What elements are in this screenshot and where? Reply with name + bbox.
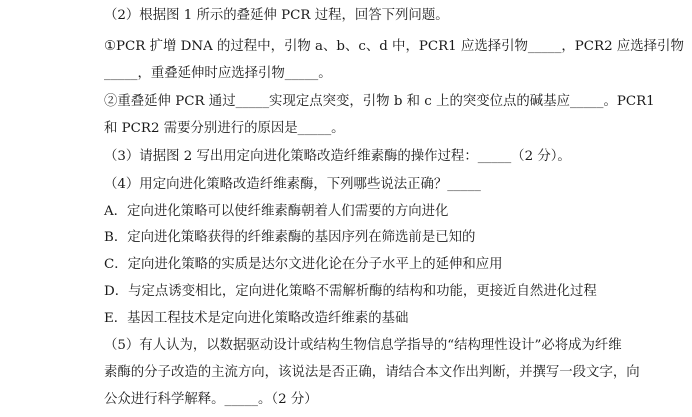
question-2-part-2-line-1: ②重叠延伸 PCR 通过_____实现定点突变，引物 b 和 c 上的突变位点的碱基应_____。PCR1 (104, 94, 655, 109)
question-5-line-2: 素酶的分子改造的主流方向，该说法是否正确，请结合本文作出判断，并撰写一段文字，向 (104, 365, 640, 380)
question-3: （3）请据图 2 写出用定向进化策略改造纤维素酶的操作过程：_____（2 分）。 (104, 149, 571, 164)
question-4: （4）用定向进化策略改造纤维素酶，下列哪些说法正确？_____ (104, 177, 481, 192)
question-2-part-1-line-2: _____，重叠延伸时应选择引物_____。 (104, 66, 332, 81)
question-5-line-1: （5）有人认为，以数据驱动设计或结构生物信息学指导的“结构理性设计”必将成为纤维 (104, 338, 622, 353)
option-d: D．与定点诱变相比，定向进化策略不需解析酶的结构和功能，更接近自然进化过程 (104, 284, 597, 299)
question-5-line-3: 公众进行科学解释。_____。（2 分） (104, 392, 318, 407)
option-e: E．基因工程技术是定向进化策略改造纤维素的基础 (104, 311, 409, 326)
question-2-part-2-line-2: 和 PCR2 需要分别进行的原因是_____。 (104, 121, 345, 136)
option-c: C．定向进化策略的实质是达尔文进化论在分子水平上的延伸和应用 (104, 257, 503, 272)
question-2-part-1-line-1: ①PCR 扩增 DNA 的过程中，引物 a、b、c、d 中，PCR1 应选择引物_____，PCR2 应选择引物 (104, 39, 684, 54)
question-2-heading: （2）根据图 1 所示的叠延伸 PCR 过程，回答下列问题。 (104, 8, 449, 23)
option-a: A．定向进化策略可以使纤维素酶朝着人们需要的方向进化 (104, 204, 449, 219)
option-b: B．定向进化策略获得的纤维素酶的基因序列在筛选前是已知的 (104, 230, 476, 245)
